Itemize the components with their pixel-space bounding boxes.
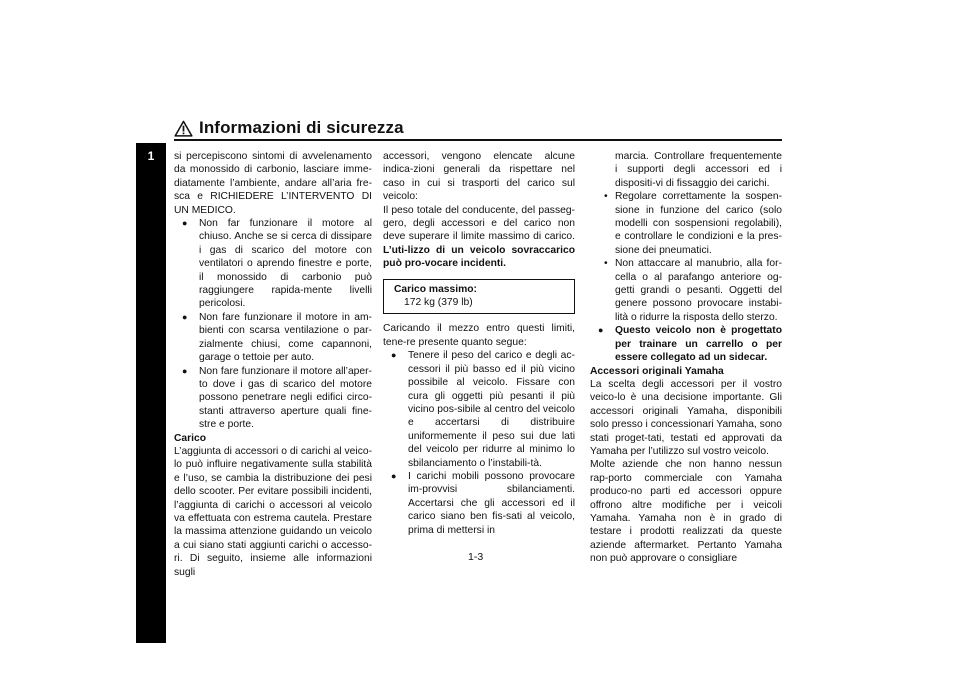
overload-warning-text: L’uti-lizzo di un veicolo sovraccarico può pro-vocare incidenti. — [383, 244, 575, 270]
loading-guidelines-intro: Caricando il mezzo entro questi limiti, tene-re presente quanto segue: — [383, 323, 575, 348]
section-title-text: Informazioni di sicurezza — [199, 118, 404, 137]
list-item: ● Non fare funzionare il motore all’aper-to dove i gas di scarico del motore possono penetrare negli edifici circo-stanti attraverso aperture quali fine-stre e porte. — [174, 365, 372, 432]
warning-triangle-icon — [174, 120, 193, 137]
co-warning-list — [174, 217, 372, 432]
column-1 — [174, 150, 372, 579]
intro-paragraph: si percepiscono sintomi di avvelenamento da monossido di carbonio, lasciare imme-diatamente l’ambiente, andare all’aria fre-sca e RICHIEDERE L’INTERVENTO DI UN MEDICO. — [174, 151, 372, 216]
loading-guidelines-list — [383, 349, 575, 537]
accessories-paragraph-1: La scelta degli accessori per il vostro veico-lo è una decisione importante. Gli accessori originali Yamaha, disponibili solo presso i concessionari Yamaha, sono stati proget-tati, testati ed approvati da Yamaha per l’utilizzo sul vostro veicolo. — [590, 378, 782, 457]
list-item: • Regolare correttamente la sospen-sione in funzione del carico (solo modelli con sospensioni regolabili), e controllare le condizioni e la pres-sione dei pneumatici. — [590, 190, 782, 257]
column-2 — [383, 150, 575, 537]
trailer-warning-list — [590, 324, 782, 364]
list-item: ● Non far funzionare il motore al chiuso. Anche se si cerca di dissipare i gas di scarico del motore con ventilatori o aprendo finestre e porte, il monossido di carbonio può raggiungere rapida-mente livelli pericolosi. — [174, 217, 372, 311]
list-item: ● Non fare funzionare il motore in am-bienti con scarsa ventilazione o par-zialmente chiusi, come capannoni, garage o tettoie per auto. — [174, 311, 372, 365]
carico-paragraph: L’aggiunta di accessori o di carichi al veico-lo può influire negativamente sulla stabilità e l’uso, se cambia la distribuzione dei pesi dello scooter. Per evitare possibili incidenti, l’aggiunta di carichi o accessori al veicolo va effettuata con estrema cautela. Prestare la massima attenzione guidando un veicolo a cui siano stati aggiunti carichi o accesso-ri. Di seguito, insieme alle informazioni sugli — [174, 445, 372, 578]
page-number: 1-3 — [468, 551, 484, 563]
list-item: ● Questo veicolo non è progettato per trainare un carrello o per essere collegato ad un sidecar. — [590, 324, 782, 364]
load-limit-paragraph — [383, 204, 575, 271]
header-rule — [174, 139, 782, 141]
list-item: ● I carichi mobili possono provocare im-provvisi sbilanciamenti. Accertarsi che gli accessori ed il carico siano ben fis-sati al veicolo, prima di mettersi in — [383, 470, 575, 537]
chapter-tab: 1 — [136, 143, 166, 643]
list-item: ● Tenere il peso del carico e degli ac-cessori il più basso ed il più vicino possibile al veicolo. Fissare con cura gli oggetti più pesanti il più vicino pos-sibile al centro del veicolo e accertarsi di distribuire uniformemente il peso sui due lati del veicolo per ridurre al minimo lo sbilanciamento o l’instabili-tà. — [383, 349, 575, 470]
section-title — [174, 118, 782, 138]
column-3 — [590, 150, 782, 566]
accessory-intro-paragraph: accessori, vengono elencate alcune indica-zioni generali da rispettare nel caso in cui si trasporti del carico sul veicolo: — [383, 151, 575, 203]
list-item: • Non attaccare al manubrio, alla for-cella o al parafango anteriore og-getti grandi o pesanti. Oggetti del genere possono provocare instabi-lità o ridurre la risposta dello sterzo. — [590, 257, 782, 324]
max-load-value: 172 kg (379 lb) — [404, 297, 473, 309]
page-header — [174, 118, 782, 138]
carico-heading: Carico — [174, 432, 207, 444]
accessories-heading: Accessori originali Yamaha — [590, 365, 724, 377]
max-load-label: Carico massimo: — [394, 283, 477, 295]
continued-paragraph: marcia. Controllare frequentemente i supporti degli accessori ed i dispositi-vi di fissaggio dei carichi. — [615, 151, 782, 189]
load-limit-text: Il peso totale del conducente, del passeg-gero, degli accessori e del carico non deve superare il limite massimo di carico. — [383, 204, 575, 243]
max-load-box — [383, 279, 575, 315]
sub-guidelines-list — [590, 190, 782, 324]
accessories-paragraph-2: Molte aziende che non hanno nessun rap-porto commerciale con Yamaha produco-no parti ed accessori oppure offrono altre modifiche per i veicoli Yamaha. Yamaha non è in grado di testare i prodotti realizzati da queste aziende aftermarket. Pertanto Yamaha non può approvare o consigliare — [590, 459, 782, 565]
